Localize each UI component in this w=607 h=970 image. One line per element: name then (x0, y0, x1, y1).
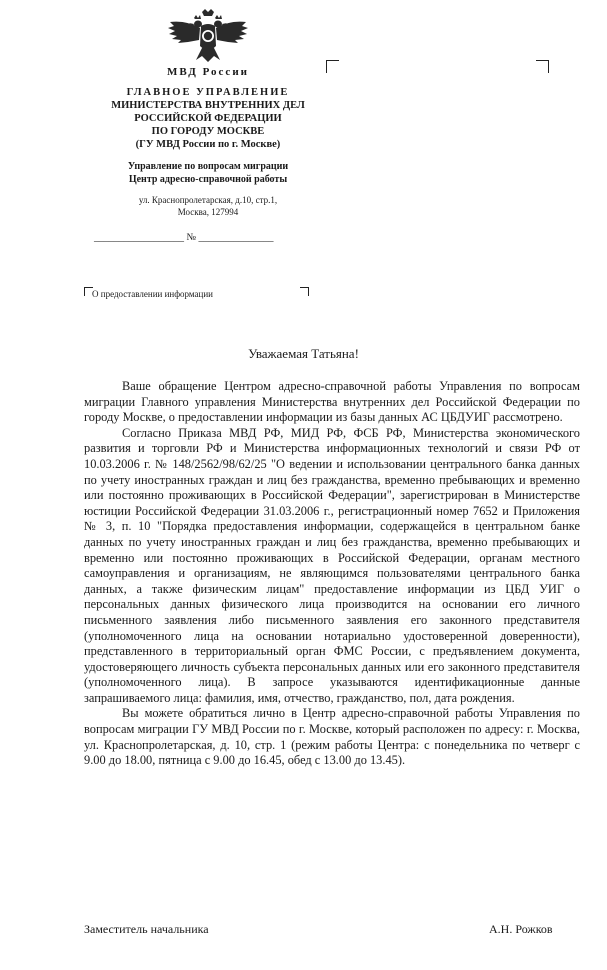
agency-name: МВД России (166, 66, 249, 78)
letter-body (84, 379, 580, 769)
gu-line-5: (ГУ МВД России по г. Москве) (135, 139, 281, 150)
dept-line-2: Центр адресно-справочной работы (128, 174, 288, 185)
body-paragraph: Ваше обращение Центром адресно-справочной работы Управления по вопросам миграции Главного управления Министерства внутренних дел Российской Федерации по городу Москве, о предоставлении информации из базы данных АС ЦБДУИГ рассмотрено. (84, 379, 580, 425)
department-block (80, 160, 336, 186)
gu-line-3: РОССИЙСКОЙ ФЕДЕРАЦИИ (134, 113, 282, 124)
subject-line: О предоставлении информации (92, 289, 213, 299)
double-headed-eagle-emblem-icon (166, 8, 250, 64)
signature-name: А.Н. Рожков (489, 922, 553, 936)
address-corner-top-left (326, 60, 339, 73)
gu-line-2: МИНИСТЕРСТВА ВНУТРЕННИХ ДЕЛ (111, 100, 305, 111)
reference-number-line: __________________ № _______________ (94, 232, 274, 243)
body-paragraph: Согласно Приказа МВД РФ, МИД РФ, ФСБ РФ, Министерства экономического развития и торговли РФ и Министерства информационных технологий и связи РФ от 10.03.2006 г. № 148/2562/98/62/25 "О ведении и использовании центрального банка данных по учету иностранных граждан и лиц без гражданства, временно пребывающих и временно или постоянно проживающих в Российской Федерации", зарегистрирован в Министерстве юстиции Российской Федерации 31.03.2006 г., регистрационный номер 7652 и Приложения № 3, п. 10 "Порядка предоставления информации, содержащейся в центральном банке данных по учету иностранных граждан и лиц без гражданства, временно пребывающих и временно или постоянно проживающих в Российской Федерации, органам местного самоуправления и организациям, не являющимся пользователями центрального банка данных, а также физическим лицам" предоставление информации из ЦБД УИГ о персональных данных физического лица производится на основании его личного письменного заявления либо письменного заявления его законного представителя (уполномоченного лица на основании нотариально удостоверенной доверенности), представленного в территориальный орган ФМС России, с предъявлением документа, удостоверяющего личность субъекта персональных данных или его законного представителя (уполномоченного лица). В запросе указываются идентификационные данные запрашиваемого лица: фамилия, имя, отчество, гражданство, пол, дата рождения. (84, 425, 580, 705)
gu-line-1: ГЛАВНОЕ УПРАВЛЕНИЕ (126, 87, 290, 98)
subject-corner-right (300, 287, 309, 296)
dept-line-1: Управление по вопросам миграции (127, 161, 289, 172)
body-paragraph: Вы можете обратиться лично в Центр адресно-справочной работы Управления по вопросам миграции ГУ МВД России по г. Москве, который расположен по адресу: г. Москва, ул. Краснопролетарская, д. 10, стр. 1 (режим работы Центра: с понедельника по четверг с 9.00 до 18.00, пятница с 9.00 до 16.45, обед с 13.00 до 13.45). (84, 706, 580, 768)
address-line-2: Москва, 127994 (177, 207, 239, 217)
signature-title: Заместитель начальника (84, 922, 209, 936)
main-directorate-block (80, 86, 336, 151)
greeting: Уважаемая Татьяна! (248, 346, 359, 361)
address-corner-top-right (536, 60, 549, 73)
gu-line-4: ПО ГОРОДУ МОСКВЕ (151, 126, 265, 137)
address-block (80, 194, 336, 218)
address-line-1: ул. Краснопролетарская, д.10, стр.1, (138, 195, 278, 205)
